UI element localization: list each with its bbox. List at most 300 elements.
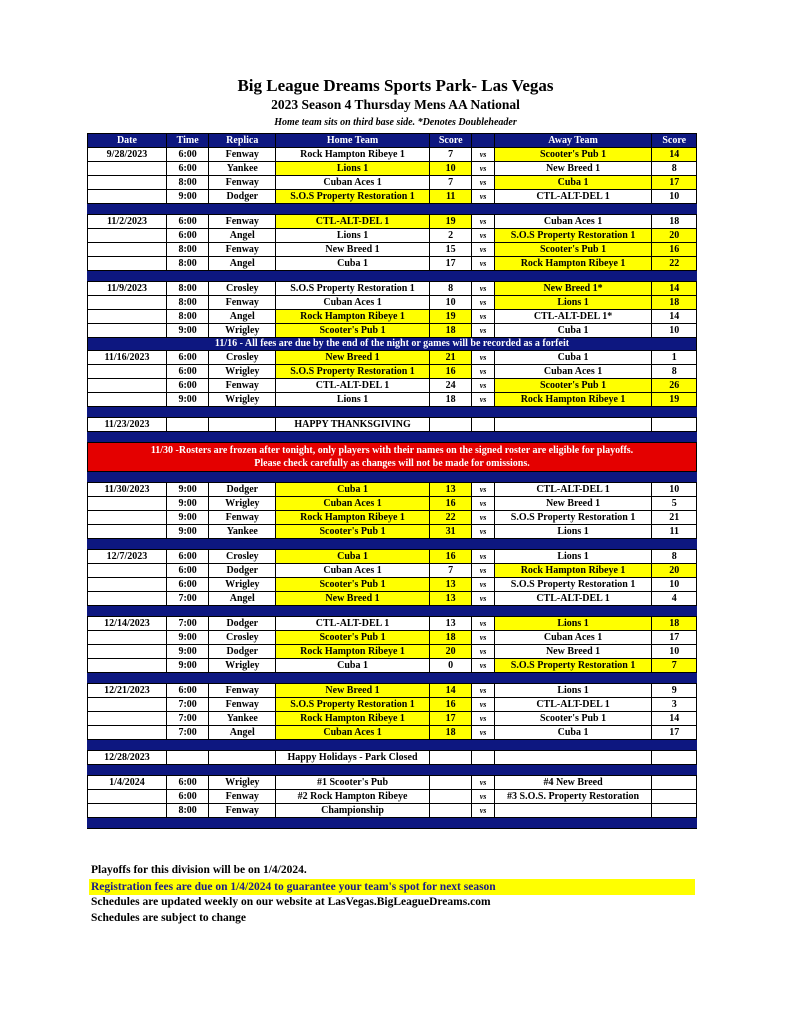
spacer-row	[88, 472, 697, 483]
home-score-cell: 19	[429, 215, 471, 229]
vs-cell: vs	[472, 148, 494, 162]
time-cell: 9:00	[166, 393, 208, 407]
home-score-cell: 7	[429, 176, 471, 190]
home-team-cell: Cuba 1	[276, 659, 430, 673]
home-team-cell: Rock Hampton Ribeye 1	[276, 310, 430, 324]
vs-cell: vs	[472, 483, 494, 497]
home-score-cell: 15	[429, 243, 471, 257]
away-score-cell: 17	[652, 726, 697, 740]
date-cell	[88, 511, 167, 525]
away-score-cell: 21	[652, 511, 697, 525]
home-score-cell: 13	[429, 592, 471, 606]
vs-cell: vs	[472, 712, 494, 726]
replica-cell: Wrigley	[209, 393, 276, 407]
game-row	[88, 698, 697, 712]
game-row	[88, 379, 697, 393]
home-score-cell: 16	[429, 550, 471, 564]
time-cell: 8:00	[166, 296, 208, 310]
home-team-cell: S.O.S Property Restoration 1	[276, 282, 430, 296]
home-score-cell: 14	[429, 684, 471, 698]
away-score-cell: 10	[652, 483, 697, 497]
replica-cell: Yankee	[209, 525, 276, 539]
away-score-cell: 4	[652, 592, 697, 606]
game-row	[88, 351, 697, 365]
away-team-cell: New Breed 1	[494, 497, 652, 511]
vs-cell: vs	[472, 645, 494, 659]
home-score-cell: 22	[429, 511, 471, 525]
spacer-row	[88, 407, 697, 418]
home-team-cell: Cuban Aces 1	[276, 296, 430, 310]
home-team-cell: Lions 1	[276, 162, 430, 176]
away-team-cell: CTL-ALT-DEL 1	[494, 592, 652, 606]
game-row	[88, 310, 697, 324]
vs-cell: vs	[472, 684, 494, 698]
home-team-cell: Cuban Aces 1	[276, 726, 430, 740]
time-cell: 9:00	[166, 511, 208, 525]
away-score-cell: 10	[652, 645, 697, 659]
game-row	[88, 511, 697, 525]
home-score-cell	[429, 751, 471, 765]
game-row	[88, 324, 697, 338]
home-team-cell: Happy Holidays - Park Closed	[276, 751, 430, 765]
home-team-note: Home team sits on third base side. *Denotes Doubleheader	[274, 117, 517, 128]
spacer-row	[88, 740, 697, 751]
replica-cell: Yankee	[209, 712, 276, 726]
home-team-cell: CTL-ALT-DEL 1	[276, 215, 430, 229]
game-row	[88, 578, 697, 592]
away-team-cell: S.O.S Property Restoration 1	[494, 511, 652, 525]
time-cell: 6:00	[166, 790, 208, 804]
col-replica: Replica	[209, 134, 276, 148]
home-score-cell: 13	[429, 578, 471, 592]
home-score-cell: 2	[429, 229, 471, 243]
away-team-cell: CTL-ALT-DEL 1	[494, 698, 652, 712]
date-cell	[88, 310, 167, 324]
home-score-cell: 24	[429, 379, 471, 393]
away-score-cell: 14	[652, 712, 697, 726]
vs-cell: vs	[472, 592, 494, 606]
time-cell: 8:00	[166, 310, 208, 324]
time-cell: 6:00	[166, 578, 208, 592]
game-row	[88, 776, 697, 790]
date-cell	[88, 257, 167, 271]
date-cell	[88, 726, 167, 740]
home-team-cell: S.O.S Property Restoration 1	[276, 365, 430, 379]
spacer-row	[88, 765, 697, 776]
date-cell	[88, 712, 167, 726]
vs-cell: vs	[472, 379, 494, 393]
away-score-cell	[652, 418, 697, 432]
col-date: Date	[88, 134, 167, 148]
date-cell	[88, 592, 167, 606]
home-score-cell: 10	[429, 162, 471, 176]
away-team-cell: Rock Hampton Ribeye 1	[494, 564, 652, 578]
home-team-cell: Scooter's Pub 1	[276, 578, 430, 592]
spacer-cell	[88, 539, 697, 550]
away-team-cell: Cuban Aces 1	[494, 365, 652, 379]
game-row	[88, 176, 697, 190]
time-cell: 9:00	[166, 497, 208, 511]
date-cell: 12/28/2023	[88, 751, 167, 765]
replica-cell: Dodger	[209, 564, 276, 578]
time-cell: 7:00	[166, 617, 208, 631]
away-team-cell: S.O.S Property Restoration 1	[494, 578, 652, 592]
replica-cell: Wrigley	[209, 776, 276, 790]
game-row	[88, 243, 697, 257]
away-team-cell: S.O.S Property Restoration 1	[494, 659, 652, 673]
home-score-cell	[429, 418, 471, 432]
fee-notice-row	[88, 338, 697, 351]
spacer-cell	[88, 673, 697, 684]
game-row	[88, 282, 697, 296]
time-cell: 9:00	[166, 645, 208, 659]
replica-cell: Wrigley	[209, 324, 276, 338]
date-cell	[88, 804, 167, 818]
date-cell	[88, 190, 167, 204]
date-cell	[88, 162, 167, 176]
game-row	[88, 751, 697, 765]
replica-cell: Fenway	[209, 790, 276, 804]
date-cell: 11/30/2023	[88, 483, 167, 497]
home-team-cell: New Breed 1	[276, 243, 430, 257]
away-team-cell: Rock Hampton Ribeye 1	[494, 257, 652, 271]
change-note: Schedules are subject to change	[91, 912, 247, 924]
away-score-cell: 17	[652, 176, 697, 190]
vs-cell: vs	[472, 698, 494, 712]
home-score-cell: 11	[429, 190, 471, 204]
date-cell: 12/21/2023	[88, 684, 167, 698]
replica-cell: Fenway	[209, 379, 276, 393]
away-score-cell	[652, 790, 697, 804]
date-cell: 11/23/2023	[88, 418, 167, 432]
home-team-cell: Scooter's Pub 1	[276, 525, 430, 539]
time-cell: 6:00	[166, 351, 208, 365]
away-team-cell	[494, 418, 652, 432]
spacer-cell	[88, 271, 697, 282]
time-cell: 6:00	[166, 365, 208, 379]
vs-cell: vs	[472, 578, 494, 592]
home-score-cell: 18	[429, 631, 471, 645]
home-team-cell: Rock Hampton Ribeye 1	[276, 511, 430, 525]
game-row	[88, 564, 697, 578]
away-score-cell: 3	[652, 698, 697, 712]
home-team-cell: Lions 1	[276, 393, 430, 407]
season-subtitle: 2023 Season 4 Thursday Mens AA National	[271, 97, 520, 112]
time-cell: 6:00	[166, 379, 208, 393]
date-cell	[88, 393, 167, 407]
vs-cell: vs	[472, 790, 494, 804]
time-cell: 6:00	[166, 229, 208, 243]
game-row	[88, 229, 697, 243]
home-score-cell: 7	[429, 564, 471, 578]
time-cell: 9:00	[166, 324, 208, 338]
spacer-row	[88, 271, 697, 282]
away-team-cell: CTL-ALT-DEL 1	[494, 190, 652, 204]
game-row	[88, 483, 697, 497]
away-team-cell: CTL-ALT-DEL 1	[494, 483, 652, 497]
away-score-cell: 10	[652, 190, 697, 204]
away-team-cell: Lions 1	[494, 525, 652, 539]
vs-cell	[472, 751, 494, 765]
away-team-cell: Cuban Aces 1	[494, 631, 652, 645]
game-row	[88, 162, 697, 176]
home-score-cell: 20	[429, 645, 471, 659]
vs-cell: vs	[472, 550, 494, 564]
home-team-cell: HAPPY THANKSGIVING	[276, 418, 430, 432]
date-cell	[88, 243, 167, 257]
away-score-cell: 16	[652, 243, 697, 257]
home-team-cell: Rock Hampton Ribeye 1	[276, 712, 430, 726]
home-score-cell	[429, 804, 471, 818]
home-score-cell: 13	[429, 483, 471, 497]
home-team-cell: Cuban Aces 1	[276, 176, 430, 190]
away-team-cell: Scooter's Pub 1	[494, 243, 652, 257]
date-cell: 9/28/2023	[88, 148, 167, 162]
away-score-cell: 17	[652, 631, 697, 645]
replica-cell: Dodger	[209, 190, 276, 204]
replica-cell: Fenway	[209, 243, 276, 257]
replica-cell: Angel	[209, 257, 276, 271]
vs-cell: vs	[472, 497, 494, 511]
spacer-row	[88, 818, 697, 829]
spacer-cell	[88, 606, 697, 617]
home-team-cell: Rock Hampton Ribeye 1	[276, 148, 430, 162]
replica-cell: Fenway	[209, 296, 276, 310]
time-cell: 6:00	[166, 776, 208, 790]
away-score-cell: 8	[652, 162, 697, 176]
replica-cell: Angel	[209, 310, 276, 324]
replica-cell: Crosley	[209, 550, 276, 564]
home-team-cell: New Breed 1	[276, 592, 430, 606]
away-score-cell: 19	[652, 393, 697, 407]
roster-notice-line: 11/30 -Rosters are frozen after tonight, only players with their names on the signed roster are eligible for playoffs.	[150, 445, 634, 456]
away-team-cell: Cuban Aces 1	[494, 215, 652, 229]
vs-cell	[472, 418, 494, 432]
away-team-cell: Cuba 1	[494, 176, 652, 190]
col-home-team: Home Team	[276, 134, 430, 148]
replica-cell: Dodger	[209, 645, 276, 659]
spacer-row	[88, 204, 697, 215]
game-row	[88, 497, 697, 511]
game-row	[88, 418, 697, 432]
replica-cell: Wrigley	[209, 365, 276, 379]
away-score-cell	[652, 804, 697, 818]
time-cell: 9:00	[166, 190, 208, 204]
game-row	[88, 525, 697, 539]
home-team-cell: S.O.S Property Restoration 1	[276, 698, 430, 712]
spacer-cell	[88, 765, 697, 776]
date-cell	[88, 659, 167, 673]
replica-cell: Wrigley	[209, 659, 276, 673]
away-score-cell: 10	[652, 324, 697, 338]
home-score-cell: 17	[429, 257, 471, 271]
away-team-cell: Scooter's Pub 1	[494, 379, 652, 393]
time-cell: 6:00	[166, 564, 208, 578]
away-team-cell: Rock Hampton Ribeye 1	[494, 393, 652, 407]
replica-cell: Angel	[209, 229, 276, 243]
away-score-cell: 18	[652, 215, 697, 229]
replica-cell: Fenway	[209, 148, 276, 162]
vs-cell: vs	[472, 631, 494, 645]
away-score-cell: 11	[652, 525, 697, 539]
home-score-cell: 8	[429, 282, 471, 296]
away-score-cell: 18	[652, 617, 697, 631]
spacer-cell	[88, 407, 697, 418]
date-cell	[88, 645, 167, 659]
date-cell	[88, 631, 167, 645]
vs-cell: vs	[472, 257, 494, 271]
col-away-team: Away Team	[494, 134, 652, 148]
game-row	[88, 617, 697, 631]
date-cell: 11/16/2023	[88, 351, 167, 365]
replica-cell	[209, 418, 276, 432]
replica-cell: Dodger	[209, 617, 276, 631]
away-team-cell: Lions 1	[494, 684, 652, 698]
home-team-cell: Lions 1	[276, 229, 430, 243]
home-score-cell: 17	[429, 712, 471, 726]
time-cell: 8:00	[166, 257, 208, 271]
replica-cell: Wrigley	[209, 497, 276, 511]
away-team-cell: New Breed 1	[494, 645, 652, 659]
col-vs	[472, 134, 494, 148]
away-team-cell	[494, 751, 652, 765]
game-row	[88, 148, 697, 162]
replica-cell: Angel	[209, 726, 276, 740]
away-team-cell: Lions 1	[494, 296, 652, 310]
home-team-cell: New Breed 1	[276, 351, 430, 365]
time-cell: 6:00	[166, 215, 208, 229]
home-team-cell: Cuba 1	[276, 550, 430, 564]
replica-cell: Fenway	[209, 804, 276, 818]
home-score-cell: 10	[429, 296, 471, 310]
spacer-row	[88, 539, 697, 550]
time-cell: 9:00	[166, 525, 208, 539]
away-score-cell: 14	[652, 310, 697, 324]
replica-cell: Crosley	[209, 351, 276, 365]
away-score-cell: 20	[652, 229, 697, 243]
date-cell	[88, 176, 167, 190]
game-row	[88, 645, 697, 659]
vs-cell: vs	[472, 617, 494, 631]
home-team-cell: Cuban Aces 1	[276, 564, 430, 578]
away-score-cell: 26	[652, 379, 697, 393]
replica-cell: Fenway	[209, 215, 276, 229]
away-score-cell: 8	[652, 550, 697, 564]
date-cell	[88, 365, 167, 379]
vs-cell: vs	[472, 564, 494, 578]
vs-cell: vs	[472, 176, 494, 190]
away-score-cell: 5	[652, 497, 697, 511]
game-row	[88, 365, 697, 379]
page-title: Big League Dreams Sports Park- Las Vegas	[237, 76, 554, 95]
website-note: Schedules are updated weekly on our website at LasVegas.BigLeagueDreams.com	[91, 896, 491, 908]
away-team-cell: Cuba 1	[494, 324, 652, 338]
away-score-cell: 7	[652, 659, 697, 673]
replica-cell: Crosley	[209, 631, 276, 645]
date-cell: 12/14/2023	[88, 617, 167, 631]
away-team-cell: S.O.S Property Restoration 1	[494, 229, 652, 243]
game-row	[88, 804, 697, 818]
date-cell: 11/2/2023	[88, 215, 167, 229]
vs-cell: vs	[472, 393, 494, 407]
game-row	[88, 684, 697, 698]
replica-cell: Fenway	[209, 684, 276, 698]
time-cell: 9:00	[166, 659, 208, 673]
home-score-cell: 7	[429, 148, 471, 162]
time-cell: 8:00	[166, 176, 208, 190]
away-score-cell: 10	[652, 578, 697, 592]
away-score-cell	[652, 751, 697, 765]
vs-cell: vs	[472, 324, 494, 338]
date-cell	[88, 324, 167, 338]
home-score-cell: 31	[429, 525, 471, 539]
replica-cell: Fenway	[209, 511, 276, 525]
playoffs-note: Playoffs for this division will be on 1/4/2024.	[91, 864, 307, 876]
time-cell	[166, 418, 208, 432]
roster-notice-line: Please check carefully as changes will not be made for omissions.	[254, 458, 530, 469]
vs-cell: vs	[472, 190, 494, 204]
home-team-cell: Scooter's Pub 1	[276, 631, 430, 645]
vs-cell: vs	[472, 726, 494, 740]
date-cell: 1/4/2024	[88, 776, 167, 790]
time-cell: 6:00	[166, 148, 208, 162]
time-cell: 8:00	[166, 243, 208, 257]
time-cell: 7:00	[166, 726, 208, 740]
vs-cell: vs	[472, 162, 494, 176]
away-score-cell: 18	[652, 296, 697, 310]
time-cell: 6:00	[166, 684, 208, 698]
time-cell: 8:00	[166, 282, 208, 296]
home-team-cell: Cuban Aces 1	[276, 497, 430, 511]
away-score-cell	[652, 776, 697, 790]
registration-note: Registration fees are due on 1/4/2024 to guarantee your team's spot for next season	[89, 879, 695, 895]
home-team-cell: S.O.S Property Restoration 1	[276, 190, 430, 204]
home-score-cell: 21	[429, 351, 471, 365]
away-team-cell: Lions 1	[494, 617, 652, 631]
home-team-cell: CTL-ALT-DEL 1	[276, 379, 430, 393]
time-cell: 7:00	[166, 592, 208, 606]
replica-cell: Fenway	[209, 176, 276, 190]
game-row	[88, 592, 697, 606]
away-team-cell: Scooter's Pub 1	[494, 148, 652, 162]
away-score-cell: 22	[652, 257, 697, 271]
spacer-row	[88, 673, 697, 684]
time-cell	[166, 751, 208, 765]
away-team-cell: #3 S.O.S. Property Restoration	[494, 790, 652, 804]
away-score-cell: 14	[652, 148, 697, 162]
vs-cell: vs	[472, 215, 494, 229]
vs-cell: vs	[472, 776, 494, 790]
time-cell: 8:00	[166, 804, 208, 818]
col-home-score: Score	[429, 134, 471, 148]
home-score-cell: 18	[429, 324, 471, 338]
away-team-cell: Scooter's Pub 1	[494, 712, 652, 726]
home-score-cell	[429, 776, 471, 790]
spacer-cell	[88, 432, 697, 443]
date-cell	[88, 379, 167, 393]
game-row	[88, 393, 697, 407]
home-team-cell: #2 Rock Hampton Ribeye	[276, 790, 430, 804]
date-cell	[88, 578, 167, 592]
date-cell	[88, 229, 167, 243]
replica-cell	[209, 751, 276, 765]
home-score-cell: 16	[429, 497, 471, 511]
fee-notice: 11/16 - All fees are due by the end of the night or games will be recorded as a forfeit	[88, 338, 697, 351]
vs-cell: vs	[472, 296, 494, 310]
spacer-row	[88, 432, 697, 443]
vs-cell: vs	[472, 229, 494, 243]
replica-cell: Wrigley	[209, 578, 276, 592]
